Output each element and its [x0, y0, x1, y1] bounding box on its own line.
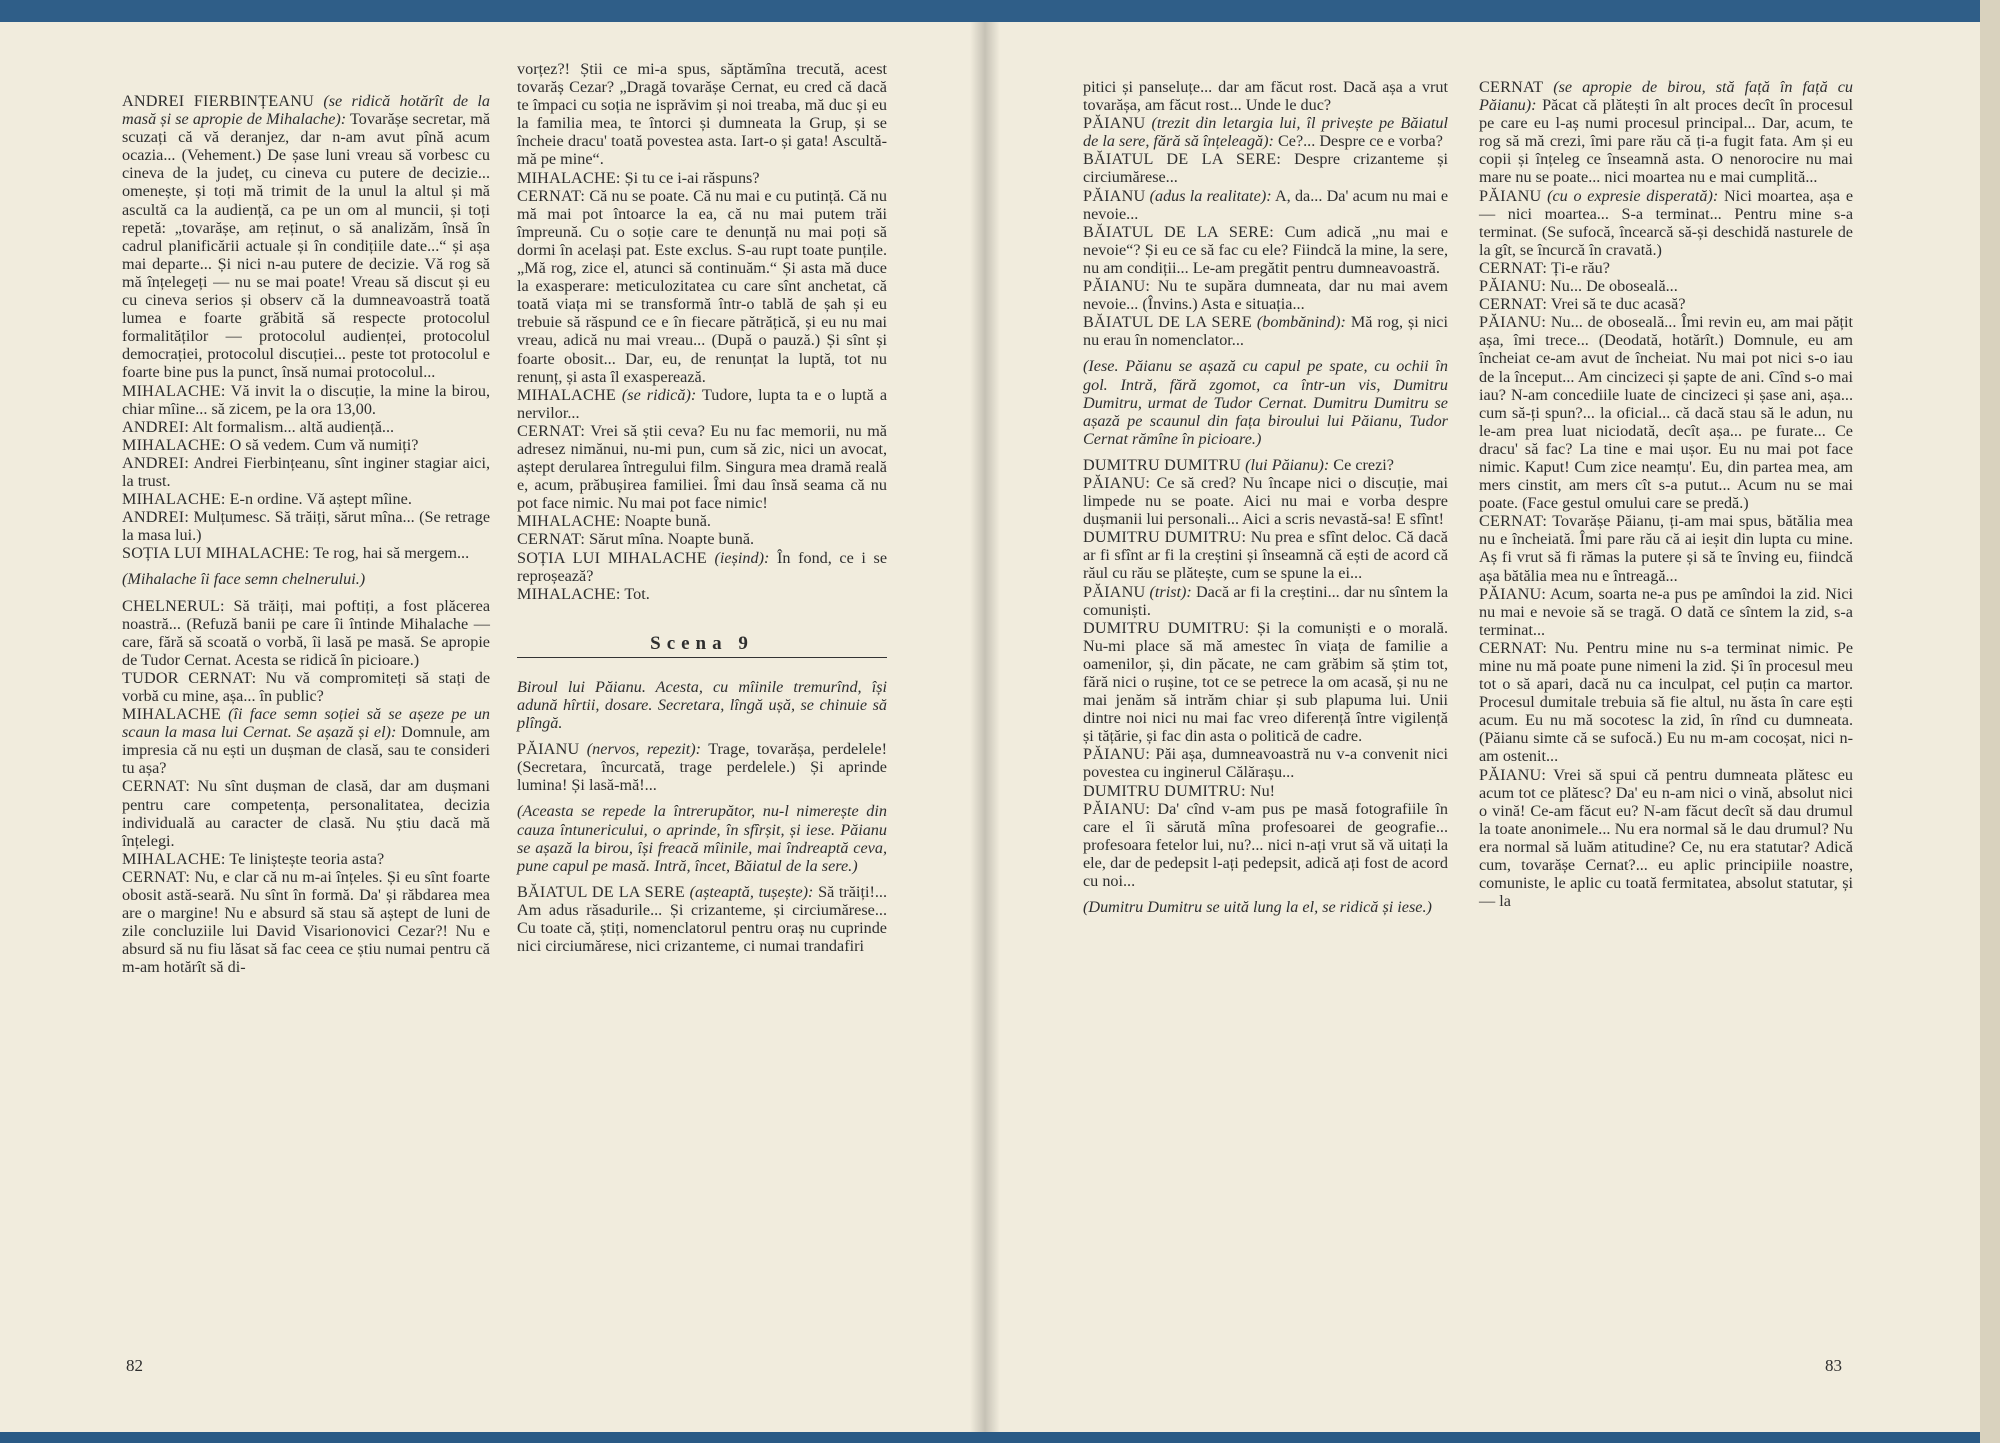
- scene-rule: [517, 657, 887, 658]
- dialogue-text: Tovarășe secretar, mă scuzați că vă deranjez, dar n-am avut pînă acum ocazia... (Vehement.) De șase luni vreau să vorbesc cu cineva de la județ, cu cineva cu putere de decizie... omenește, și toți mă trimit de la unul la altul și mă ascultă ca la audiență, ca pe un om al muncii, și toți repetă: „tovarășe, am reținut, o să analizăm, însă în cadrul planificării actuale și în condițiile date...“ și așa mai departe... Și nici n-au putere de decizie. Vă rog să mă înțelegeți — nu se mai poate! Vreau să discut și eu cu cineva serios și observ că la dumneavoastră toată lumea e foarte grăbită să respecte protocolul formalităților — protocolul audienței, protocolul democrației, protocolul discuției... peste tot protocolul e foarte bine pus la punct, însă numai protocolul...: [122, 110, 491, 382]
- dialogue-text: Da' cînd v-am pus pe masă fotografiile în care el îi sărută mîna profesoarei de geografie... profesoara fetelor lui, nu?... nici n-ați vrut să vă uitați la ele, dar de pedepsit l-ați pedepsit, adică ați fost de acord cu noi...: [1083, 799, 1448, 891]
- speaker-direction: (bombănind):: [1256, 313, 1346, 332]
- speaker-name: CERNAT:: [1479, 295, 1548, 314]
- speaker-name: MIHALACHE:: [122, 849, 226, 868]
- dialogue-text: Sărut mîna. Noapte bună.: [589, 530, 755, 549]
- dialogue-text: Trage, tovarășa, perdelele! (Secretara, încurcată, trage perdelele.) Și aprinde lumina! Și lasă-mă!...: [517, 740, 887, 795]
- dialogue-text: Nu sînt dușman de clasă, dar am dușmani pentru care competența, personalitatea, decizia individuală au caracter de clasă. Nu știu dacă mă înțelegi.: [122, 777, 490, 850]
- dialogue-line: [517, 60, 887, 169]
- dialogue-line: [1083, 114, 1448, 150]
- speaker-name: MIHALACHE:: [517, 168, 621, 187]
- scene-heading: Scena 9: [650, 632, 754, 654]
- dialogue-line: [517, 549, 887, 585]
- speaker-name: ANDREI:: [122, 508, 190, 527]
- dialogue-text: Tot.: [624, 584, 650, 603]
- dialogue-line: [1083, 223, 1448, 277]
- speaker-name: CERNAT:: [1479, 258, 1548, 277]
- dialogue-line: [517, 740, 887, 794]
- speaker-name: PĂIANU:: [1083, 473, 1151, 492]
- book-cover-edge: [1980, 0, 2000, 1443]
- dialogue-text: Acum, soarta ne-a pus pe amîndoi la zid. Nici nu mai e nevoie să se tragă. O dată ce sîntem la zid, s-a terminat...: [1479, 584, 1853, 639]
- right-page: [985, 22, 1980, 1432]
- dialogue-text: Că nu se poate. Că nu mai e cu putință. Că nu mă mai pot întoarce la ea, că nu mai putem trăi împreună. Cu o soție care te denunță nu mai poți să dormi în același pat. Este exclus. S-au rupt toate punțile. „Mă rog, zice el, atunci să continuăm.“ Și asta mă duce la exasperare: meticulozitatea cu care sînt anchetat, că toată viața mi se transformă într-o tablă de șah și eu trebuie să răspund ce e în fiecare pătrățică, și eu nu mai vreau, adică nu mai vreau... (După o pauză.) Și sînt și foarte obosit... Dar, eu, de renunțat la luptă, tot nu renunț, și asta îl exasperează.: [517, 186, 887, 386]
- speaker-name: DUMITRU DUMITRU:: [1083, 528, 1247, 547]
- dialogue-line: [1083, 782, 1448, 800]
- stage-direction: Biroul lui Păianu. Acesta, cu mîinile tremurînd, își adună hîrtii, dosare. Secretara, lîngă ușă, se chinuie să plîngă.: [517, 677, 887, 733]
- book-gutter-shadow: [970, 22, 1000, 1432]
- speaker-direction: (nervos, repezit):: [586, 740, 702, 759]
- dialogue-text: Te rog, hai să mergem...: [313, 544, 470, 563]
- dialogue-text: Nu!: [1249, 781, 1276, 800]
- dialogue-line: [122, 544, 490, 562]
- dialogue-text: Nu te supăra dumneata, dar nu mai avem nevoie... (Învins.) Asta e situația...: [1083, 277, 1449, 314]
- dialogue-line: [122, 868, 490, 977]
- speaker-direction: (trist):: [1149, 582, 1192, 601]
- speaker-name: DUMITRU DUMITRU: [1083, 455, 1242, 474]
- dialogue-line: [1083, 277, 1448, 313]
- dialogue-text: Să trăiți, mai poftiți, a fost plăcerea noastră... (Refuză banii pe care îi întinde Mihalache — care, fără să scoată o vorbă, îi lasă pe masă. Se apropie de Tudor Cernat. Acesta se ridică în picioare.): [122, 596, 491, 669]
- dialogue-text: Nu... de oboseală... Îmi revin eu, am mai pățit așa, îmi trece... (Deodată, hotărît.) Domnule, eu am încheiat ce-am avut de încheiat. Nu mai pot nici s-o iau de la început... Am cincizeci și șapte de ani. Cînd s-o mai iau? N-am concediile luate de cincizeci și șase ani, așa... cum să-ți spun?... la oficial... că dacă stau să le adun, nu le-am prea luat niciodată, decît așa... pe furate... Ce dracu' să fac? La tine e mai ușor. Eu nu mai pot face nimic. Kaput! Cum zice neamțu'. Eu, din partea mea, am mers cinstit, am mers cît s-a putut... Acum nu se mai poate. (Face gestul omului care se predă.): [1479, 313, 1853, 513]
- dialogue-line: [122, 777, 490, 849]
- speaker-direction: (așteaptă, tușește):: [689, 882, 814, 901]
- page-number-right: 83: [1825, 1356, 1842, 1375]
- dialogue-line: [122, 490, 490, 508]
- speaker-name: MIHALACHE: [122, 705, 221, 724]
- dialogue-line: [122, 597, 490, 669]
- dialogue-line: [122, 418, 490, 436]
- dialogue-line: [1083, 474, 1448, 528]
- dialogue-text: Cum adică „nu mai e nevoie“? Și eu ce să fac cu ele? Fiindcă la mine, la sere, nu am condiții... Le-am pregătit pentru dumneavoastră.: [1083, 222, 1448, 277]
- speaker-direction: (trezit din letargia lui, îl privește pe Băiatul de la sere, fără să înțeleagă):: [1083, 114, 1448, 151]
- dialogue-text: Nu, e clar că nu m-ai înțeles. Și eu sînt foarte obosit astă-seară. Nu sînt în formă. Da' și răbdarea mea are o margine! Nu e absurd să stau să aștept de luni de zile concluziile lui David Visarionovici Cezar?! Nu e absurd să nu fiu lăsat să fac ceea ce știu numai pentru că m-am hotărît să di-: [122, 867, 490, 977]
- speaker-name: SOȚIA LUI MIHALACHE: [517, 548, 707, 567]
- dialogue-line: [122, 92, 490, 382]
- speaker-name: BĂIATUL DE LA SERE:: [1083, 222, 1274, 241]
- speaker-name: ANDREI:: [122, 417, 190, 436]
- speaker-name: BĂIATUL DE LA SERE:: [1083, 150, 1282, 169]
- dialogue-text: Tovarășe Păianu, ți-am mai spus, bătălia mea nu e încheiată. Îmi pare rău că ai ieșit din lupta cu mine. Aș fi vrut să fi rămas la putere și să te înving eu, fiindcă așa bătălia mea nu e întreagă...: [1479, 512, 1853, 585]
- dialogue-text: Și tu ce i-ai răspuns?: [624, 168, 760, 187]
- dialogue-line: [122, 382, 490, 418]
- speaker-name: CERNAT:: [1479, 638, 1548, 657]
- dialogue-text: Să trăiți!... Am adus răsadurile... Și crizanteme, și circiumărese... Cu toate că, știți, nomenclatorul pentru oraș nu cuprinde nici circiumărese, nici crizanteme, ci numai trandafiri: [517, 882, 887, 956]
- speaker-name: CHELNERUL:: [122, 596, 225, 615]
- dialogue-line: [1479, 295, 1853, 313]
- stage-direction: (Mihalache îi face semn chelnerului.): [122, 570, 366, 589]
- dialogue-text: Mă rog, și nici nu erau în nomenclator...: [1083, 313, 1448, 350]
- dialogue-text: Tudore, lupta ta e o luptă a nervilor...: [517, 385, 888, 422]
- dialogue-line: [517, 187, 887, 386]
- left-column-2: [517, 60, 887, 955]
- dialogue-text: A, da... Da' acum nu mai e nevoie...: [1083, 186, 1449, 223]
- speaker-direction: (cu o expresie disperată):: [1547, 186, 1719, 205]
- right-column-1: [1083, 78, 1448, 924]
- speaker-name: MIHALACHE:: [122, 490, 226, 509]
- dialogue-line: [517, 530, 887, 548]
- speaker-name: MIHALACHE: [517, 385, 616, 404]
- speaker-name: PĂIANU:: [1083, 277, 1151, 296]
- speaker-direction: (se ridică hotărît de la masă și se apropie de Mihalache):: [122, 92, 491, 129]
- dialogue-text: În fond, ce i se reproșează?: [517, 548, 888, 585]
- speaker-name: DUMITRU DUMITRU:: [1083, 618, 1250, 637]
- left-page: [0, 22, 985, 1432]
- dialogue-line: [1479, 512, 1853, 584]
- speaker-direction: (se ridică):: [621, 385, 697, 404]
- dialogue-line: [517, 169, 887, 187]
- speaker-name: TUDOR CERNAT:: [122, 668, 257, 687]
- dialogue-text: Vrei să spui că pentru dumneata plătesc eu acum tot ce plătesc? Da' eu n-am nici o vină, absolut nici o vină! Ce-am făcut eu? N-am făcut decît să dau drumul la toate anonimele... Nu era normal să le dau drumul? Nu era normal să luăm atitudine? Ce, nu era statutar? Adică cum, tovarășe Cernat?... eu aplic principiile noastre, comuniste, le aplic cu toată fermitatea, absolut statutar, și — la: [1479, 765, 1853, 911]
- speaker-name: CERNAT: [1479, 78, 1544, 96]
- dialogue-line: [1083, 78, 1448, 114]
- speaker-direction: (lui Păianu):: [1245, 455, 1330, 474]
- dialogue-line: [517, 512, 887, 530]
- speaker-name: DUMITRU DUMITRU:: [1083, 781, 1246, 800]
- speaker-name: PĂIANU: [1083, 114, 1146, 133]
- dialogue-text: Ce?... Despre ce e vorba?: [1277, 132, 1443, 151]
- dialogue-text: vorțez?! Știi ce mi-a spus, săptămîna trecută, acest tovarăș Cezar? „Dragă tovarășe Cernat, eu cred că dacă te împaci cu soția ne isprăvim și noi treaba, mă duc și eu la familia mea, te întorci și dumneata la Grup, și se încheie dracu' toată povestea asta. Iart-o și gata! Ascultă-mă pe mine“.: [517, 60, 887, 169]
- speaker-name: SOȚIA LUI MIHALACHE:: [122, 544, 310, 563]
- dialogue-line: [122, 705, 490, 777]
- stage-direction: (Iese. Păianu se așază cu capul pe spate, cu ochii în gol. Intră, fără zgomot, ca într-un vis, Dumitru Dumitru, urmat de Tudor Cernat. Dumitru Dumitru se așază pe scaunul din fața biroului lui Păianu, Tudor Cernat rămîne în picioare.): [1083, 357, 1448, 448]
- dialogue-line: [122, 669, 490, 705]
- dialogue-line: [517, 386, 887, 422]
- dialogue-line: [122, 436, 490, 454]
- dialogue-text: Despre crizanteme și circiumărese...: [1083, 150, 1448, 187]
- dialogue-line: [1083, 313, 1448, 349]
- dialogue-text: Ce crezi?: [1333, 455, 1394, 474]
- dialogue-line: [1479, 639, 1853, 766]
- dialogue-line: [1479, 277, 1853, 295]
- dialogue-line: [1479, 766, 1853, 911]
- dialogue-line: [122, 508, 490, 544]
- speaker-name: CERNAT:: [122, 777, 191, 796]
- stage-direction: (Dumitru Dumitru se uită lung la el, se ridică și iese.): [1083, 898, 1432, 917]
- dialogue-text: Nu prea e sfînt deloc. Că dacă ar fi sfînt ar fi la creștini și înseamnă că ești de acord că răul cu rău se plătește, cum se spune la ei...: [1083, 528, 1448, 583]
- speaker-name: MIHALACHE:: [122, 435, 226, 454]
- dialogue-line: [122, 850, 490, 868]
- dialogue-text: Păi așa, dumneavoastră nu v-a convenit nici povestea cu inginerul Călărașu...: [1083, 745, 1449, 782]
- dialogue-line: [1083, 800, 1448, 890]
- speaker-name: ANDREI FIERBINȚEANU: [122, 92, 315, 110]
- dialogue-text: Nu. Pentru mine nu s-a terminat nimic. Pe mine nu mă poate pune nimeni la zid. Și în procesul meu tot o să apari, dacă nu ca inculpat, cel puțin ca martor. Procesul dumitale trebuia să fie altul, nu ăsta în care ești acum. Eu nu mă socotesc la zid, în rînd cu dumneata. (Păianu simte că se sufocă.) Eu nu m-am cocoșat, nici n-am ostenit...: [1479, 638, 1854, 766]
- dialogue-text: Vă invit la o discuție, la mine la birou, chiar mîine... să zicem, pe la ora 13,00.: [122, 381, 490, 418]
- dialogue-line: [1083, 456, 1448, 474]
- speaker-direction: (ieșind):: [714, 548, 770, 567]
- dialogue-text: Alt formalism... altă audiență...: [192, 417, 395, 436]
- speaker-direction: (îi face semn soției să se așeze pe un scaun la masa lui Cernat. Se așază și el):: [122, 705, 491, 742]
- dialogue-line: [1479, 78, 1853, 187]
- dialogue-line: [1479, 313, 1853, 512]
- dialogue-text: Nici moartea, așa e — nici moartea... S-a terminat... Pentru mine s-a terminat. (Se sufocă, încearcă să-și deschidă nasturele de la gît, se încurcă în cravată.): [1479, 186, 1854, 259]
- dialogue-line: [517, 422, 887, 512]
- speaker-name: CERNAT:: [1479, 512, 1548, 531]
- speaker-name: ANDREI:: [122, 453, 190, 472]
- stage-direction: (Aceasta se repede la întrerupător, nu-l nimerește din cauza întunericului, o aprinde, în sfîrșit, și iese. Păianu se așază la birou, își freacă mîinile, mai îndreaptă ceva, pune capul pe masă. Intră, încet, Băiatul de la sere.): [517, 802, 887, 875]
- dialogue-text: Nu... De oboseală...: [1550, 277, 1678, 296]
- speaker-name: PĂIANU:: [1479, 277, 1547, 296]
- speaker-name: PĂIANU:: [1479, 765, 1547, 784]
- dialogue-line: [1479, 585, 1853, 639]
- dialogue-text: Te liniștește teoria asta?: [229, 849, 385, 868]
- speaker-name: BĂIATUL DE LA SERE: [1083, 313, 1252, 332]
- right-column-2: [1479, 78, 1853, 910]
- dialogue-text: Ce să cred? Nu încape nici o discuție, mai limpede nu se poate. Aici nu mai e vorba despre dușmanii lui personali... Aici a scris nevastă-sa! E sfînt!: [1083, 473, 1448, 529]
- speaker-name: PĂIANU:: [1479, 584, 1547, 603]
- speaker-name: PĂIANU: [1083, 582, 1146, 601]
- speaker-name: PĂIANU:: [1479, 313, 1547, 332]
- speaker-name: CERNAT:: [517, 186, 586, 205]
- dialogue-line: [1479, 187, 1853, 259]
- dialogue-line: [1083, 619, 1448, 746]
- speaker-name: CERNAT:: [517, 421, 586, 440]
- dialogue-text: O să vedem. Cum vă numiți?: [229, 435, 419, 454]
- dialogue-text: Ți-e rău?: [1551, 258, 1610, 277]
- dialogue-line: [1083, 150, 1448, 186]
- dialogue-text: pitici și panseluțe... dar am făcut rost. Dacă așa a vrut tovarășa, am făcut rost... Unde le duc?: [1083, 78, 1448, 115]
- speaker-direction: (se apropie de birou, stă față în față cu Păianu):: [1479, 78, 1853, 115]
- left-column-1: [122, 92, 490, 977]
- dialogue-text: Și la comuniști e o morală. Nu-mi place să mă amestec în viața de familie a oamenilor, și, din păcate, ne cam grăbim să știm tot, fără nici o rușine, tot ce se petrece la om acasă, și nu ne mai jenăm să intrăm chiar și sub plapuma lui. Unii dintre noi nici nu mai fac vreo diferență între vigilență și tățărie, și fac din asta o politică de cadre.: [1083, 618, 1448, 746]
- speaker-name: PĂIANU: [1083, 186, 1146, 205]
- speaker-name: BĂIATUL DE LA SERE: [517, 882, 685, 901]
- dialogue-line: [517, 585, 887, 603]
- dialogue-text: Andrei Fierbințeanu, sînt inginer stagiar aici, la trust.: [122, 453, 490, 490]
- speaker-name: CERNAT:: [122, 867, 191, 886]
- page-number-left: 82: [126, 1356, 143, 1375]
- dialogue-line: [517, 883, 887, 955]
- speaker-name: PĂIANU:: [1083, 799, 1151, 818]
- dialogue-line: [1083, 187, 1448, 223]
- dialogue-text: Mulțumesc. Să trăiți, sărut mîna... (Se retrage la masa lui.): [122, 508, 490, 545]
- speaker-name: MIHALACHE:: [517, 512, 621, 531]
- dialogue-text: E-n ordine. Vă aștept mîine.: [229, 490, 412, 509]
- speaker-name: PĂIANU: [1479, 186, 1542, 205]
- dialogue-line: [1083, 583, 1448, 619]
- speaker-name: MIHALACHE:: [122, 381, 226, 400]
- dialogue-line: [122, 454, 490, 490]
- speaker-name: CERNAT:: [517, 530, 586, 549]
- dialogue-line: [1083, 745, 1448, 781]
- speaker-name: MIHALACHE:: [517, 584, 621, 603]
- dialogue-text: Nu vă compromiteți să stați de vorbă cu mine, așa... în public?: [122, 668, 490, 705]
- dialogue-line: [1479, 259, 1853, 277]
- speaker-name: PĂIANU:: [1083, 745, 1151, 764]
- dialogue-text: Domnule, am impresia că nu ești un dușman de clasă, sau te consideri tu așa?: [122, 723, 490, 778]
- dialogue-text: Vrei să știi ceva? Eu nu fac memorii, nu mă adresez nimănui, nu-mi pun, cum să zic, nici un avocat, aștept derularea întregului film. Singura mea dramă reală e, acum, prăbușirea familiei. Îmi dau însă seama că nu pot face nimic. Nu mai pot face nimic!: [517, 421, 887, 513]
- speaker-direction: (adus la realitate):: [1149, 186, 1272, 205]
- dialogue-text: Dacă ar fi la creștini... dar nu sîntem la comuniști.: [1083, 582, 1449, 619]
- dialogue-text: Vrei să te duc acasă?: [1550, 295, 1686, 314]
- dialogue-line: [1083, 528, 1448, 582]
- dialogue-text: Noapte bună.: [624, 512, 711, 531]
- dialogue-text: Păcat că plătești în alt proces decît în procesul pe care eu l-aș numi procesul principal... Dar, acum, te rog să mă crezi, îmi pare rău că ți-a fugit fata. Am și eu copii și înțeleg ce înseamnă asta. O nenorocire nu mai mare nu se poate... nici moartea nu e mai cumplită...: [1479, 96, 1854, 187]
- speaker-name: PĂIANU: [517, 740, 580, 759]
